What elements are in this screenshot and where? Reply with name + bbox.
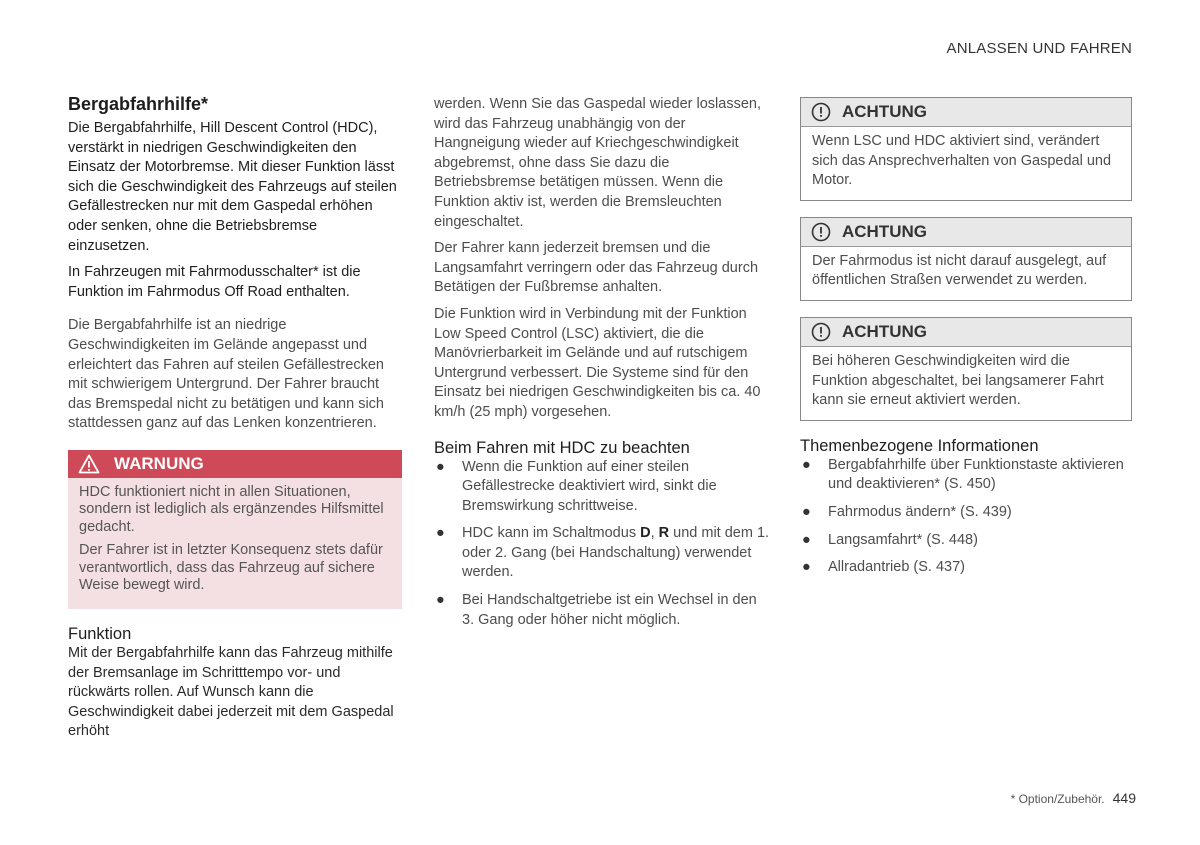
caution-text: Bei höheren Geschwindigkeiten wird die Funktion abgeschaltet, bei langsamerer Fahrt kann sie erneut aktiviert werden. xyxy=(812,352,1104,409)
section-title: Bergabfahrhilfe* xyxy=(68,94,209,114)
paragraph: Die Funktion wird in Verbindung mit der Funktion Low Speed Control (LSC) aktiviert, die die Manövrierbarkeit im Gelände und auf rutschigem Untergrund verbessert. Die Systeme sind für den Einsatz bei niedrigen Geschwindigkeiten bis ca. 40 km/h (25 mph) vorgesehen. xyxy=(434,305,761,420)
warning-label: WARNUNG xyxy=(114,453,204,473)
bullet-icon: ● xyxy=(802,503,811,520)
related-link-text[interactable]: Langsamfahrt* (S. 448) xyxy=(828,531,978,548)
paragraph: werden. Wenn Sie das Gaspedal wieder loslassen, wird das Fahrzeug unabhängig von der Hangneigung wieder auf Kriechgeschwindigkeit abgebremst, ohne dass Sie dazu die Betriebsbremse betätigen müssen. Wenn die Funktion aktiv ist, werden die Bremsleuchten eingeschaltet. xyxy=(434,96,761,230)
intro-block xyxy=(68,119,402,302)
description-block xyxy=(68,316,402,434)
related-heading: Themenbezogene Informationen xyxy=(800,436,1039,455)
caution-header xyxy=(801,98,1131,127)
related-link[interactable] xyxy=(800,456,1132,495)
caution-box xyxy=(800,217,1132,301)
column-middle xyxy=(434,95,772,638)
bullet-icon: ● xyxy=(802,559,811,576)
caution-text: Wenn LSC und HDC aktiviert sind, verändert sich das Ansprechverhalten von Gaspedal und Motor. xyxy=(812,133,1112,189)
warning-box xyxy=(68,450,402,609)
list-item xyxy=(434,591,772,630)
warning-body xyxy=(68,478,402,609)
bullet-icon: ● xyxy=(436,458,445,475)
bullet-icon: ● xyxy=(436,592,445,609)
list-item-text: Bei Handschaltgetriebe ist ein Wechsel in den 3. Gang oder höher nicht möglich. xyxy=(462,592,757,628)
middle-text-block xyxy=(434,95,772,423)
list-item xyxy=(434,524,772,583)
related-link[interactable] xyxy=(800,558,1132,578)
related-link-text[interactable]: Allradantrieb (S. 437) xyxy=(828,559,966,576)
hdc-notes-list xyxy=(434,458,772,631)
warning-text: Der Fahrer ist in letzter Konsequenz stets dafür verantwortlich, dass das Fahrzeug auf sichere Weise bewegt wird. xyxy=(79,542,383,594)
list-item-text-suffix: und mit dem 1. oder 2. Gang (bei Handschaltung) verwendet werden. xyxy=(462,525,770,581)
related-list xyxy=(800,456,1132,578)
related-link-text[interactable]: Bergabfahrhilfe über Funktionstaste aktivieren und deaktivieren* (S. 450) xyxy=(828,456,1124,493)
related-link[interactable] xyxy=(800,531,1132,551)
related-link-text[interactable]: Fahrmodus ändern* (S. 439) xyxy=(828,503,1012,520)
list-item-comma: , xyxy=(650,525,659,542)
caution-header xyxy=(801,318,1131,347)
warning-text: HDC funktioniert nicht in allen Situationen, sondern ist lediglich als ergänzendes Hilfsmittel gedacht. xyxy=(79,483,384,535)
caution-label: ACHTUNG xyxy=(842,221,927,241)
option-note: * Option/Zubehör. xyxy=(1010,792,1105,806)
caution-label: ACHTUNG xyxy=(842,102,927,121)
bullet-icon: ● xyxy=(802,531,811,548)
caution-header xyxy=(801,218,1131,247)
funktion-heading: Funktion xyxy=(68,624,132,643)
description-paragraph: Die Bergabfahrhilfe ist an niedrige Geschwindigkeiten im Gelände angepasst und erleichtert das Fahren auf steilen Gefällestrecken mit schwierigem Untergrund. Der Fahrer braucht das Bremspedal nicht zu betätigen und kann sich stattdessen ganz auf das Lenken konzentrieren. xyxy=(68,317,384,432)
list-item-text: Wenn die Funktion auf einer steilen Gefällestrecke deaktiviert wird, sinkt die Bremswirkung schrittweise. xyxy=(462,458,717,514)
gear-r: R xyxy=(658,525,670,542)
warning-header xyxy=(68,450,402,478)
info-circle-icon xyxy=(811,322,831,342)
caution-box xyxy=(800,317,1132,421)
caution-label: ACHTUNG xyxy=(842,321,927,341)
footer xyxy=(1011,790,1136,806)
intro-paragraph: Die Bergabfahrhilfe, Hill Descent Control (HDC), verstärkt in niedrigen Geschwindigkeiten den Einsatz der Motorbremse. Mit dieser Funktion lässt sich die Geschwindigkeit des Fahrzeugs auf steilen Gefällestrecken nur mit dem Gaspedal erhöhen oder senken, ohne die Betriebsbremse einzusetzen. xyxy=(68,120,397,254)
paragraph: Der Fahrer kann jederzeit bremsen und die Langsamfahrt verringern oder das Fahrzeug durch Betätigen der Fußbremse anhalten. xyxy=(434,240,759,296)
caution-box xyxy=(800,97,1132,201)
caution-text: Der Fahrmodus ist nicht darauf ausgelegt, auf öffentlichen Straßen verwendet zu werden. xyxy=(812,252,1107,289)
intro-paragraph: In Fahrzeugen mit Fahrmodusschalter* ist die Funktion im Fahrmodus Off Road enthalten. xyxy=(68,264,361,300)
bullet-icon: ● xyxy=(802,456,811,473)
info-circle-icon xyxy=(811,222,831,242)
list-item-text-prefix: HDC kann im Schaltmodus xyxy=(462,525,641,542)
column-left xyxy=(68,94,402,742)
column-right xyxy=(800,97,1132,586)
funktion-paragraph: Mit der Bergabfahrhilfe kann das Fahrzeug mithilfe der Bremsanlage im Schritttempo vor- und rückwärts rollen. Auf Wunsch kann die Geschwindigkeit dabei jederzeit mit dem Gaspedal erhöht xyxy=(68,644,394,740)
page-number: 449 xyxy=(1112,790,1136,806)
related-link[interactable] xyxy=(800,503,1132,523)
chapter-header: ANLASSEN UND FAHREN xyxy=(946,40,1132,57)
list-item xyxy=(434,458,772,517)
hdc-notes-heading: Beim Fahren mit HDC zu beachten xyxy=(434,438,690,457)
info-circle-icon xyxy=(811,102,831,122)
warning-triangle-icon xyxy=(78,454,100,474)
bullet-icon: ● xyxy=(436,525,445,542)
gear-d: D xyxy=(640,525,651,542)
